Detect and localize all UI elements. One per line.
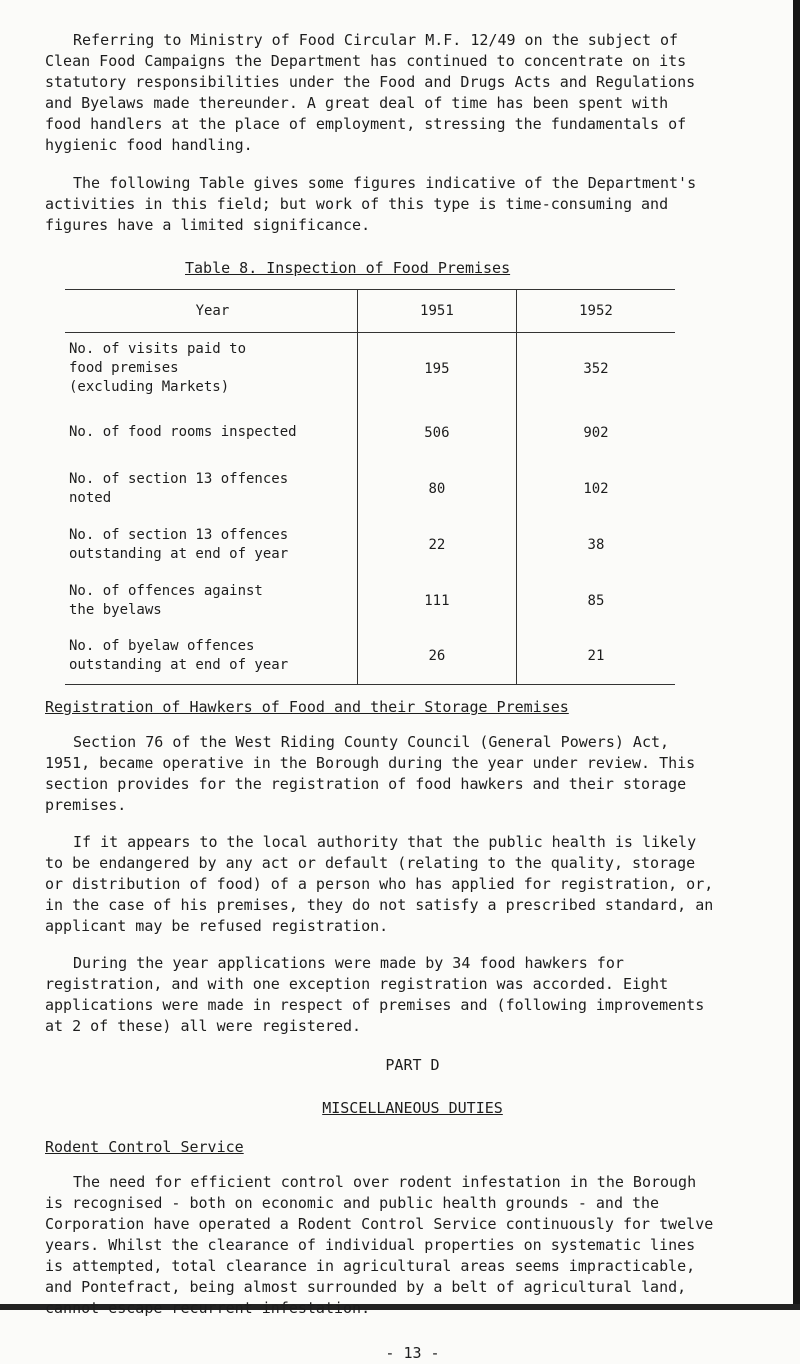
inspection-table [65,289,675,685]
registration-paragraph-1: Section 76 of the West Riding County Council (General Powers) Act, 1951, became operative in the Borough during the year under review. This section provides for the registration of food hawkers and their storage premises. [45,733,696,814]
page-edge-shadow [793,0,800,1310]
row-label: No. of section 13 offences noted [69,470,289,506]
row-value-1951: 80 [357,461,516,517]
row-value-1952: 352 [516,333,675,405]
row-value-1951: 22 [357,517,516,573]
row-value-1951: 26 [357,629,516,685]
row-value-1951: 111 [357,573,516,629]
row-label: No. of visits paid to food premises (excluding Markets) [69,341,247,396]
table-row [65,573,675,629]
intro-paragraph-2: The following Table gives some figures indicative of the Department's activities in this field; but work of this type is time-consuming and figures have a limited significance. [45,174,697,234]
registration-paragraph-3: During the year applications were made by 34 food hawkers for registration, and with one exception registration was accorded. Eight applications were made in respect of premises and (following improvements at 2 of these) all were registered. [45,954,705,1035]
row-label: No. of byelaw offences outstanding at end of year [65,629,357,685]
registration-heading: Registration of Hawkers of Food and their Storage Premises [45,698,569,716]
row-label: No. of food rooms inspected [69,424,297,440]
page-number: - 13 - [385,1344,440,1362]
rodent-paragraph: The need for efficient control over rodent infestation in the Borough is recognised - both on economic and public health grounds - and the Corporation have operated a Rodent Control Service continuously for twelve years. Whilst the clearance of individual properties on systematic lines is attempted, total clearance in agricultural areas seems impracticable, and Pontefract, being almost surrounded by a belt of agricultural land, cannot escape recurrent infestation. [45,1173,714,1317]
table-row [65,629,675,685]
table-row [65,333,675,405]
row-value-1952: 21 [516,629,675,685]
rodent-heading: Rodent Control Service [45,1138,244,1156]
table-row [65,405,675,461]
part-subtitle: MISCELLANEOUS DUTIES [322,1099,503,1117]
row-label: No. of offences against the byelaws [69,582,263,618]
intro-paragraph-1: Referring to Ministry of Food Circular M.F. 12/49 on the subject of Clean Food Campaigns the Department has continued to concentrate on its statutory responsibilities under the Food and Drugs Acts and Regulations and Byelaws made thereunder. A great deal of time has been spent with food handlers at the place of employment, stressing the fundamentals of hygienic food handling. [45,31,696,154]
row-value-1952: 38 [516,517,675,573]
row-value-1952: 85 [516,573,675,629]
row-value-1952: 102 [516,461,675,517]
header-1952: 1952 [516,290,675,333]
row-value-1952: 902 [516,405,675,461]
row-label: No. of section 13 offences outstanding at end of year [69,526,289,562]
part-title: PART D [385,1056,440,1074]
table-row [65,517,675,573]
registration-paragraph-2: If it appears to the local authority that the public health is likely to be endangered by any act or default (relating to the quality, storage or distribution of food) of a person who has applied for registration, or, in the case of his premises, they do not satisfy a prescribed standard, an applicant may be refused registration. [45,833,714,935]
row-value-1951: 195 [357,333,516,405]
header-1951: 1951 [357,290,516,333]
table-header-row [65,290,675,333]
table-caption: Table 8. Inspection of Food Premises [185,259,511,277]
row-value-1951: 506 [357,405,516,461]
header-year: Year [65,290,357,333]
document-page [45,30,780,1364]
table-row [65,461,675,517]
